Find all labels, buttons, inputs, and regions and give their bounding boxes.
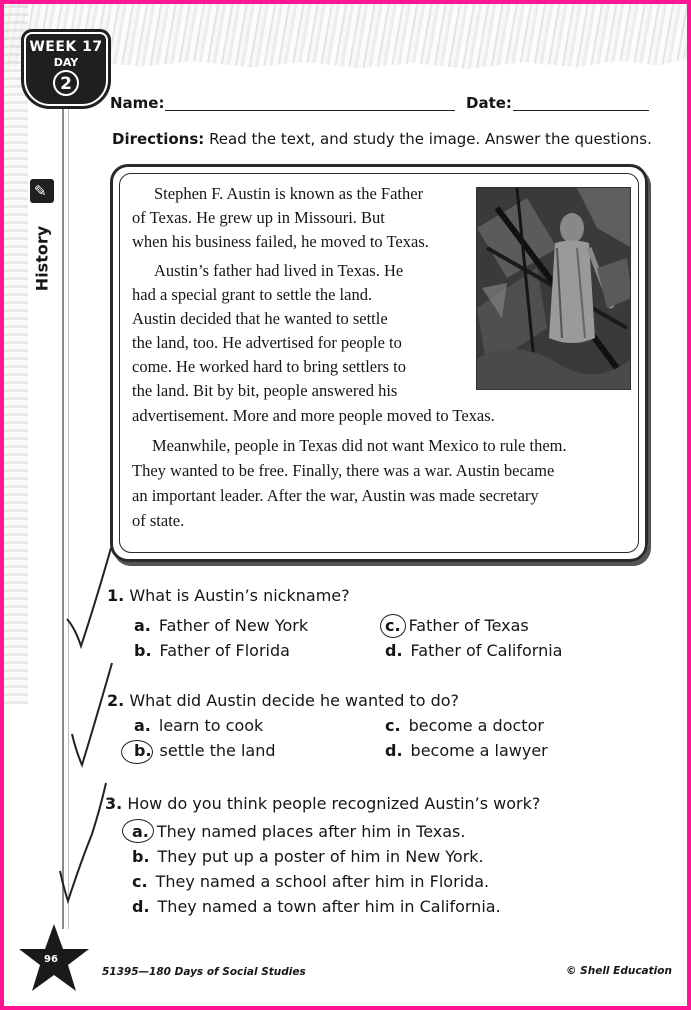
directions-label: Directions: — [112, 130, 205, 148]
question-number: 2. — [107, 691, 125, 710]
question-text: What is Austin’s nickname? — [129, 586, 350, 605]
question-text: How do you think people recognized Austin’s work? — [127, 794, 541, 813]
option-3a[interactable]: a. They named places after him in Texas. — [132, 822, 466, 841]
question-1 — [107, 586, 350, 605]
week-label: WEEK 17 — [29, 39, 103, 55]
passage-line: They wanted to be free. Finally, there was a war. Austin became — [132, 461, 555, 480]
passage-line: the land, too. He advertised for people to — [132, 333, 402, 352]
left-edge-texture — [4, 4, 28, 704]
page-number: 96 — [44, 954, 58, 965]
check-mark-3 — [52, 779, 112, 909]
option-3c[interactable]: c. They named a school after him in Florida. — [132, 872, 490, 891]
pencil-icon: ✎ — [30, 179, 54, 203]
day-number: 2 — [53, 70, 79, 96]
check-mark-1 — [59, 544, 119, 659]
date-field[interactable] — [513, 110, 649, 111]
footer-publisher: © Shell Education — [566, 965, 672, 977]
passage-line: Austin’s father had lived in Texas. He — [154, 261, 404, 280]
subject-label: History — [32, 225, 52, 292]
passage-line: Meanwhile, people in Texas did not want Mexico to rule them. — [152, 436, 567, 455]
check-mark-2 — [62, 659, 125, 774]
question-3 — [105, 794, 540, 813]
passage-line: advertisement. More and more people moved to Texas. — [132, 406, 495, 425]
subject-tab — [22, 179, 62, 304]
austin-statue-image — [476, 187, 631, 390]
name-field[interactable] — [165, 110, 455, 111]
passage-line: come. He worked hard to bring settlers to — [132, 357, 407, 376]
footer-book-title: 51395—180 Days of Social Studies — [102, 966, 306, 978]
passage-line: the land. Bit by bit, people answered his — [132, 381, 398, 400]
passage-line: when his business failed, he moved to Texas. — [132, 232, 429, 251]
passage-line: Austin decided that he wanted to settle — [132, 309, 388, 328]
option-3b[interactable]: b. They put up a poster of him in New York. — [132, 847, 484, 866]
passage-line: an important leader. After the war, Austin was made secretary — [132, 486, 539, 505]
passage-line: had a special grant to settle the land. — [132, 285, 373, 304]
answer-circle-3a — [122, 819, 154, 843]
option-1a[interactable]: a. Father of New York — [134, 616, 309, 635]
option-2b[interactable]: b. settle the land — [134, 741, 276, 760]
directions-text: Read the text, and study the image. Answer the questions. — [209, 130, 652, 148]
answer-circle-2b — [121, 740, 153, 764]
name-date-row — [110, 92, 650, 116]
directions — [112, 130, 652, 148]
option-1d[interactable]: d. Father of California — [385, 641, 563, 660]
date-label: Date: — [466, 94, 512, 112]
option-3d[interactable]: d. They named a town after him in California. — [132, 897, 501, 916]
option-2a[interactable]: a. learn to cook — [134, 716, 264, 735]
passage-line: of Texas. He grew up in Missouri. But — [132, 208, 385, 227]
question-2 — [107, 691, 459, 710]
passage-line: of state. — [132, 511, 185, 530]
option-2c[interactable]: c. become a doctor — [385, 716, 544, 735]
worksheet-page — [4, 4, 687, 1006]
name-label: Name: — [110, 94, 165, 112]
question-text: What did Austin decide he wanted to do? — [129, 691, 460, 710]
answer-circle-1c — [380, 614, 406, 638]
question-number: 1. — [107, 586, 125, 605]
passage-line: Stephen F. Austin is known as the Father — [154, 184, 424, 203]
week-day-badge — [24, 32, 108, 106]
option-1b[interactable]: b. Father of Florida — [134, 641, 290, 660]
day-label: DAY — [53, 56, 79, 69]
option-1c[interactable]: c. Father of Texas — [385, 616, 529, 635]
question-number: 3. — [105, 794, 123, 813]
option-2d[interactable]: d. become a lawyer — [385, 741, 548, 760]
